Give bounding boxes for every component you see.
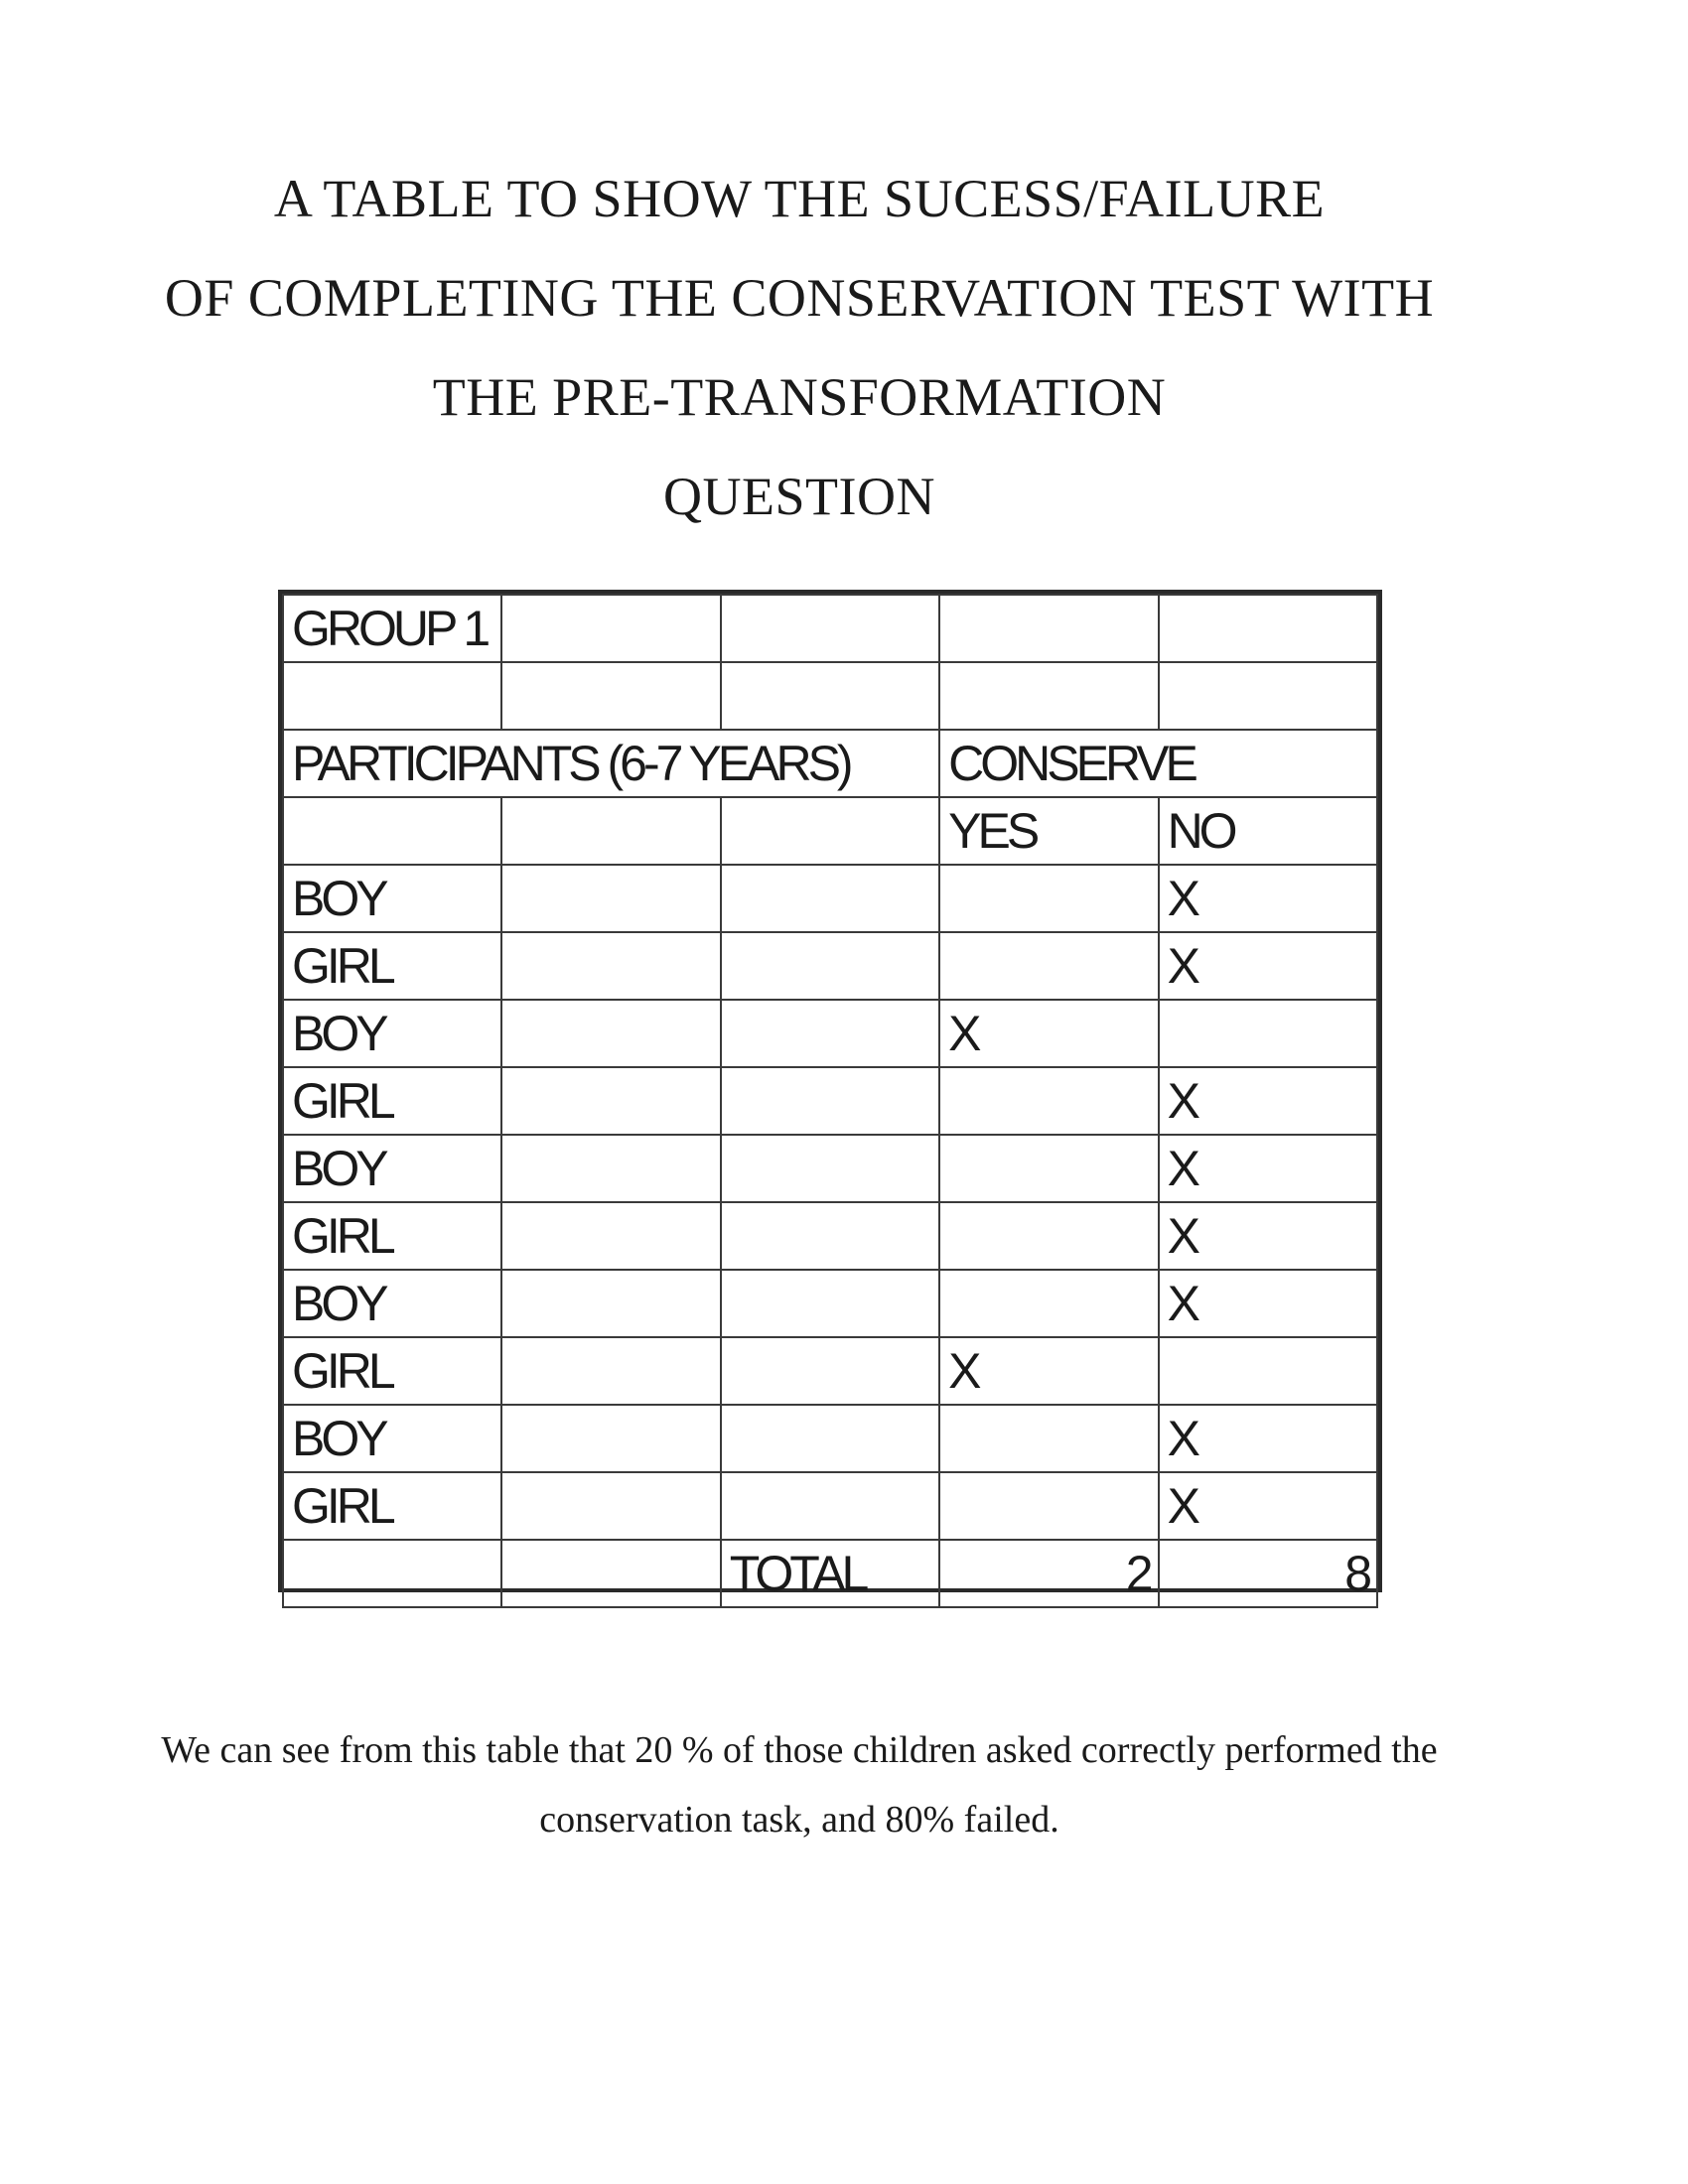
total-label: TOTAL (721, 1540, 939, 1607)
empty-cell (501, 1337, 720, 1405)
subheader-row (283, 797, 1377, 865)
no-mark-cell: X (1159, 865, 1377, 932)
empty-cell (939, 662, 1158, 730)
total-row (283, 1540, 1377, 1607)
yes-header: YES (939, 797, 1158, 865)
title-line-1: A TABLE TO SHOW THE SUCESS/FAILURE (273, 169, 1326, 228)
empty-cell (1159, 662, 1377, 730)
empty-cell (283, 662, 501, 730)
yes-mark-cell (939, 1067, 1158, 1135)
empty-cell (501, 865, 720, 932)
empty-cell (939, 595, 1158, 662)
empty-cell (283, 797, 501, 865)
yes-mark-cell (939, 1135, 1158, 1202)
participant-cell: BOY (283, 1135, 501, 1202)
blank-row (283, 662, 1377, 730)
yes-mark-cell (939, 932, 1158, 1000)
empty-cell (721, 1135, 939, 1202)
participant-cell: BOY (283, 1000, 501, 1067)
empty-cell (501, 932, 720, 1000)
empty-cell (721, 865, 939, 932)
table-row (283, 865, 1377, 932)
no-mark-cell: X (1159, 1135, 1377, 1202)
empty-cell (721, 595, 939, 662)
summary-line-2: conservation task, and 80% failed. (539, 1799, 1059, 1841)
no-mark-cell: X (1159, 1202, 1377, 1270)
no-mark-cell (1159, 1000, 1377, 1067)
table-row (283, 1067, 1377, 1135)
empty-cell (1159, 595, 1377, 662)
total-no-value: 8 (1159, 1540, 1377, 1607)
table-row (283, 1405, 1377, 1472)
summary-text (0, 1715, 1599, 1854)
table-row (283, 1135, 1377, 1202)
yes-mark-cell: X (939, 1337, 1158, 1405)
no-mark-cell: X (1159, 1472, 1377, 1540)
empty-cell (501, 1472, 720, 1540)
table-row (283, 1270, 1377, 1337)
empty-cell (501, 797, 720, 865)
no-header: NO (1159, 797, 1377, 865)
no-mark-cell: X (1159, 1405, 1377, 1472)
empty-cell (501, 1202, 720, 1270)
empty-cell (721, 1405, 939, 1472)
no-mark-cell: X (1159, 932, 1377, 1000)
empty-cell (501, 1405, 720, 1472)
participant-cell: BOY (283, 1405, 501, 1472)
total-yes-value: 2 (939, 1540, 1158, 1607)
title-line-3: THE PRE-TRANSFORMATION (432, 367, 1167, 427)
yes-mark-cell (939, 1405, 1158, 1472)
yes-mark-cell (939, 1202, 1158, 1270)
empty-cell (501, 1270, 720, 1337)
yes-mark-cell: X (939, 1000, 1158, 1067)
table-row (283, 1472, 1377, 1540)
participant-cell: GIRL (283, 1202, 501, 1270)
no-mark-cell: X (1159, 1067, 1377, 1135)
empty-cell (501, 1000, 720, 1067)
table-row (283, 1202, 1377, 1270)
yes-mark-cell (939, 1472, 1158, 1540)
empty-cell (501, 1540, 720, 1607)
conserve-header: CONSERVE (939, 730, 1377, 797)
group-label: GROUP 1 (283, 595, 501, 662)
participant-cell: GIRL (283, 1472, 501, 1540)
empty-cell (721, 1000, 939, 1067)
summary-line-1: We can see from this table that 20 % of those children asked correctly performed the (161, 1729, 1438, 1771)
empty-cell (721, 797, 939, 865)
empty-cell (721, 1270, 939, 1337)
participant-cell: BOY (283, 1270, 501, 1337)
yes-mark-cell (939, 865, 1158, 932)
title-line-2: OF COMPLETING THE CONSERVATION TEST WITH (164, 268, 1435, 328)
participants-header: PARTICIPANTS (6-7 YEARS) (283, 730, 939, 797)
empty-cell (501, 662, 720, 730)
empty-cell (721, 1472, 939, 1540)
document-title (0, 149, 1599, 546)
participant-cell: GIRL (283, 932, 501, 1000)
empty-cell (721, 662, 939, 730)
empty-cell (283, 1540, 501, 1607)
table-row (283, 932, 1377, 1000)
empty-cell (721, 1067, 939, 1135)
yes-mark-cell (939, 1270, 1158, 1337)
no-mark-cell (1159, 1337, 1377, 1405)
header-row (283, 730, 1377, 797)
participant-cell: GIRL (283, 1337, 501, 1405)
participant-cell: BOY (283, 865, 501, 932)
table-row (283, 1000, 1377, 1067)
empty-cell (721, 1202, 939, 1270)
empty-cell (721, 932, 939, 1000)
results-table-frame (278, 590, 1382, 1601)
title-line-4: QUESTION (663, 467, 935, 526)
empty-cell (501, 595, 720, 662)
results-table (282, 594, 1378, 1608)
table-row (283, 1337, 1377, 1405)
empty-cell (501, 1067, 720, 1135)
empty-cell (721, 1337, 939, 1405)
group-row (283, 595, 1377, 662)
no-mark-cell: X (1159, 1270, 1377, 1337)
participant-cell: GIRL (283, 1067, 501, 1135)
empty-cell (501, 1135, 720, 1202)
